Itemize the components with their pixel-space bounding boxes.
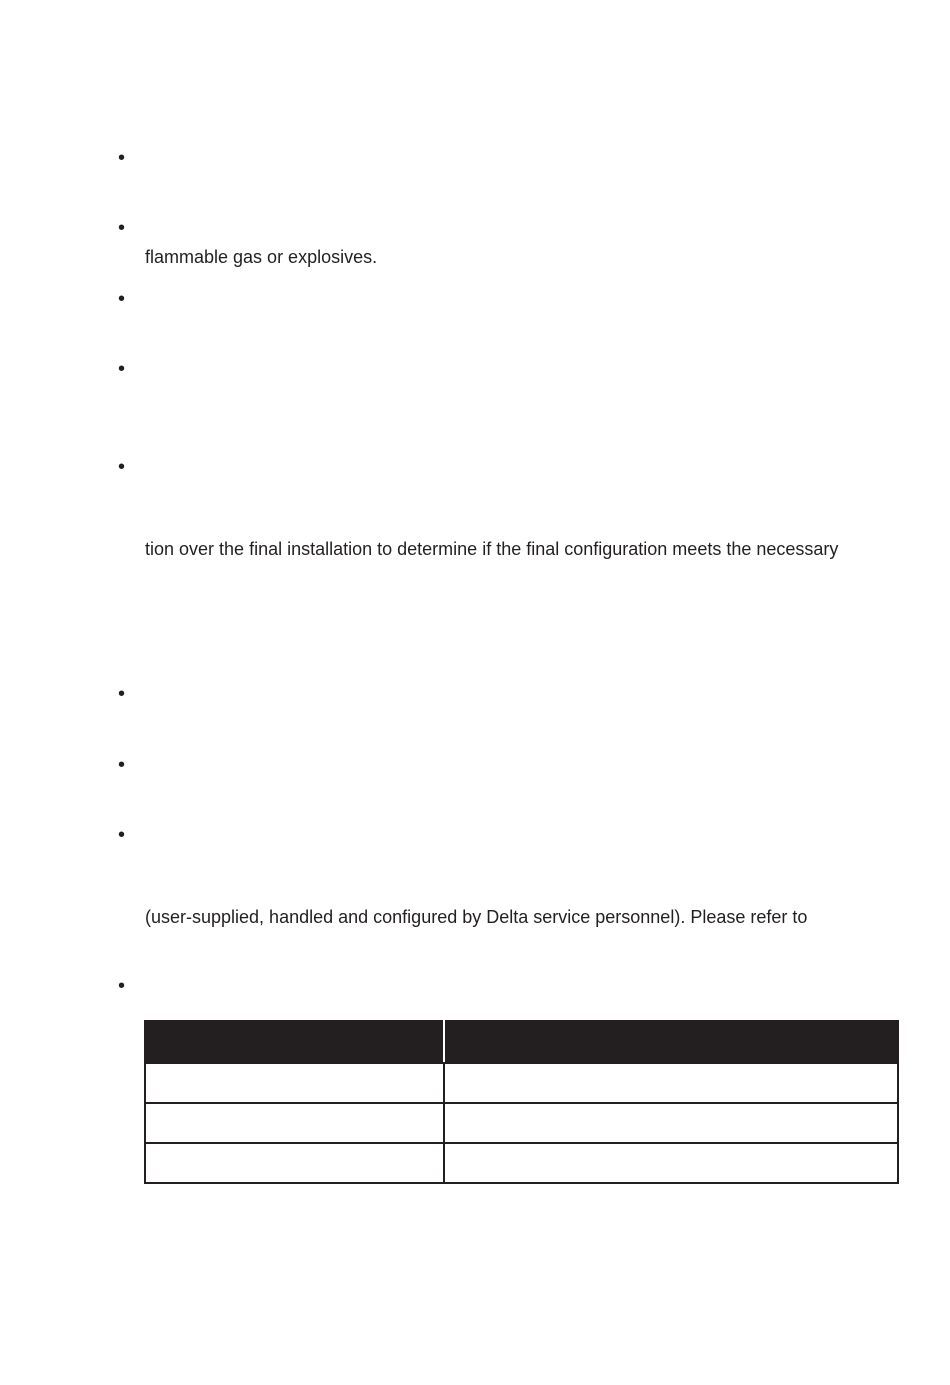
table-row bbox=[145, 1103, 898, 1143]
bullet-2: • bbox=[118, 217, 126, 239]
table-cell bbox=[145, 1143, 444, 1183]
table-header-cell bbox=[145, 1021, 444, 1063]
bullet-9: • bbox=[118, 975, 126, 997]
table-header-cell bbox=[444, 1021, 898, 1063]
table-cell bbox=[444, 1103, 898, 1143]
bullet-7: • bbox=[118, 754, 126, 776]
table-row bbox=[145, 1143, 898, 1183]
text-user-supplied: (user-supplied, handled and configured by Delta service personnel). Please refer to bbox=[145, 907, 808, 927]
table-row bbox=[145, 1063, 898, 1103]
bullet-3: • bbox=[118, 288, 126, 310]
bullet-1: • bbox=[118, 147, 126, 169]
bullet-8: • bbox=[118, 824, 126, 846]
text-final-configuration: tion over the final installation to determine if the final configuration meets the necessary bbox=[145, 539, 839, 559]
bullet-6: • bbox=[118, 683, 126, 705]
text-flammable-gas: flammable gas or explosives. bbox=[145, 247, 378, 267]
bullet-5: • bbox=[118, 456, 126, 478]
table-cell bbox=[145, 1103, 444, 1143]
table-header-row bbox=[145, 1021, 898, 1063]
table-cell bbox=[444, 1143, 898, 1183]
spec-table bbox=[144, 1020, 899, 1184]
bullet-4: • bbox=[118, 358, 126, 380]
table-cell bbox=[444, 1063, 898, 1103]
table-cell bbox=[145, 1063, 444, 1103]
